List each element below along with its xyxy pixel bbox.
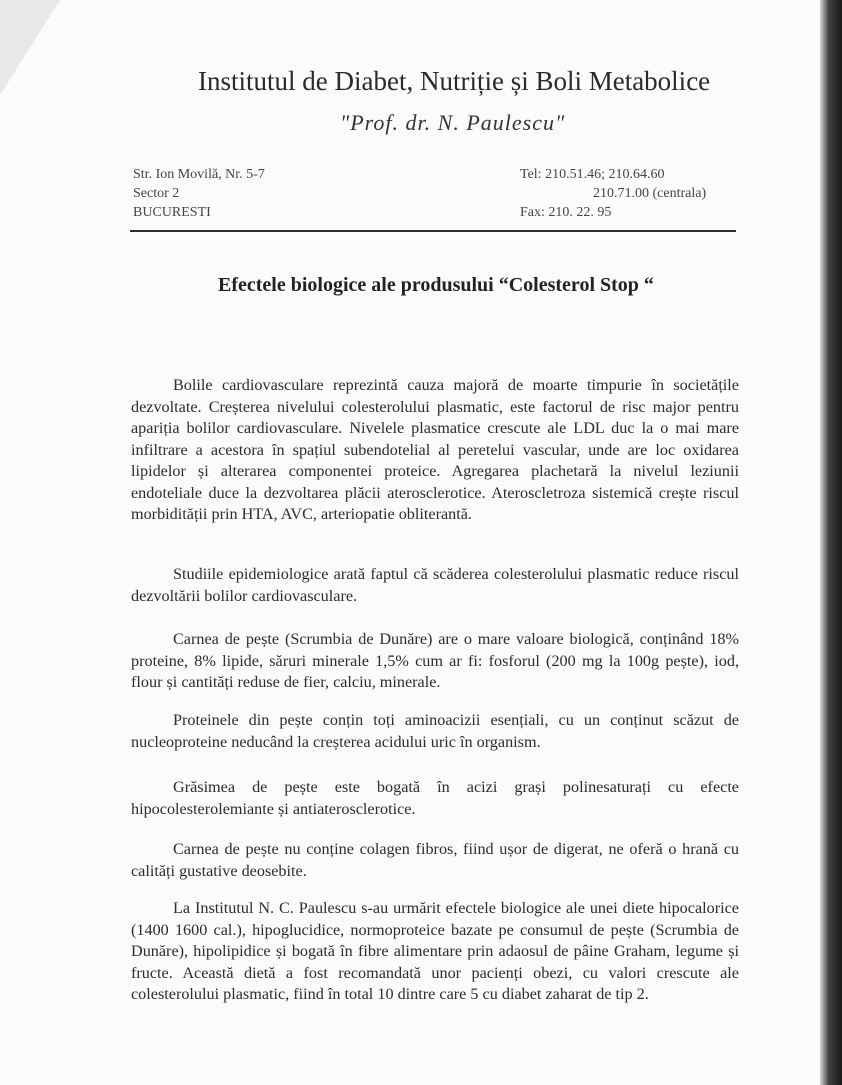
institute-name: Institutul de Diabet, Nutriție și Boli Metabolice xyxy=(198,66,711,96)
scan-edge-shadow xyxy=(820,0,842,1085)
paragraph-7: La Institutul N. C. Paulescu s-au urmărit efectele biologice ale unei diete hipocalorice (1400 1600 cal.), hipoglucidice, normoproteice bazate pe consumul de pește (Scrumbia de Dunăre), hipolipidice și bogată în fibre alimentare prin adaosul de pâine Graham, legume și fructe. Această dietă a fost recomandată unor pacienți obezi, cu valori crescute ale colesterolului plasmatic, fiind în total 10 dintre care 5 cu diabet zaharat de tip 2. xyxy=(131,899,739,1004)
address-city: BUCURESTI xyxy=(133,205,211,220)
paragraph-3: Carnea de pește (Scrumbia de Dunăre) are o mare valoare biologică, conținând 18% proteine, 8% lipide, săruri minerale 1,5% cum ar fi: fosforul (200 mg la 100g pește), iod, flour și cantități reduse de fier, calciu, minerale. xyxy=(131,630,739,692)
contact-block xyxy=(520,165,706,222)
header-divider xyxy=(130,230,736,232)
document-title: Efectele biologice ale produsului “Colesterol Stop “ xyxy=(218,274,654,296)
address-block xyxy=(133,165,265,222)
address-sector: Sector 2 xyxy=(133,186,180,201)
paragraph-2: Studiile epidemiologice arată faptul că scăderea colesterolului plasmatic reduce riscul dezvoltării bolilor cardiovasculare. xyxy=(131,565,739,605)
paragraph-4: Proteinele din pește conțin toți aminoacizii esențiali, cu un conținut scăzut de nucleoproteine neducând la creșterea acidului uric în organism. xyxy=(131,711,739,751)
paragraph-5: Grăsimea de pește este bogată în acizi grași polinesaturați cu efecte hipocolesterolemiante și antiaterosclerotice. xyxy=(131,778,739,818)
contact-tel-central: 210.71.00 (centrala) xyxy=(593,186,707,201)
contact-tel: Tel: 210.51.46; 210.64.60 xyxy=(520,167,665,182)
address-street: Str. Ion Movilă, Nr. 5-7 xyxy=(133,167,265,182)
paragraph-6: Carnea de pește nu conține colagen fibros, fiind ușor de digerat, ne oferă o hrană cu calități gustative deosebite. xyxy=(131,840,739,880)
paragraph-1: Bolile cardiovasculare reprezintă cauza majoră de moarte timpurie în societățile dezvoltate. Creșterea nivelului colesterolului plasmatic, este factorul de risc major pentru apariția bolilor cardiovasculare. Nivelele plasmatice crescute ale LDL duc la o mai mare infiltrare a acestora în spațiul subendotelial al peretelui vascular, unde are loc oxidarea lipidelor și alterarea componentei proteice. Agregarea plachetară la nivelul leziunii endoteliale duce la dezvoltarea plăcii aterosclerotice. Ateroscletroza sistemică crește riscul morbidității prin HTA, AVC, arteriopatie obliterantă. xyxy=(131,376,739,524)
page-fold-corner xyxy=(0,0,60,95)
institute-subtitle: "Prof. dr. N. Paulescu" xyxy=(340,110,566,135)
contact-fax: Fax: 210. 22. 95 xyxy=(520,205,612,220)
